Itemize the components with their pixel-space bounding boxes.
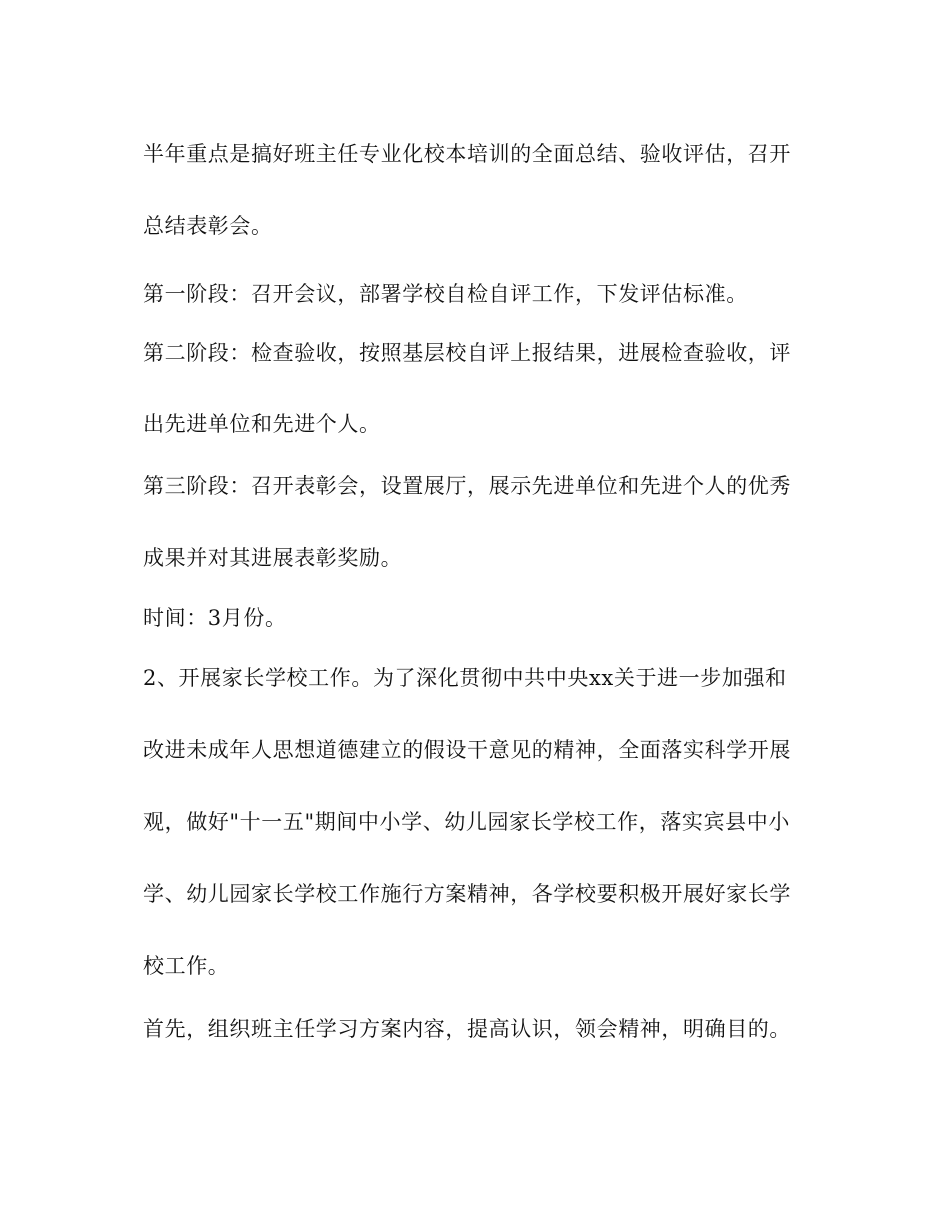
paragraph-line: 首先，组织班主任学习方案内容，提高认识，领会精神，明确目的。 bbox=[143, 1017, 791, 1041]
paragraph-line: 第二阶段：检查验收，按照基层校自评上报结果，进展检查验收，评 bbox=[143, 341, 791, 365]
paragraph-line: 改进未成年人思想道德建立的假设干意见的精神，全面落实科学开展 bbox=[143, 738, 791, 762]
paragraph-line: 2、开展家长学校工作。为了深化贯彻中共中央xx关于进一步加强和 bbox=[143, 666, 787, 690]
paragraph-line: 第三阶段：召开表彰会，设置展厅，展示先进单位和先进个人的优秀 bbox=[143, 474, 791, 498]
paragraph-line: 半年重点是搞好班主任专业化校本培训的全面总结、验收评估，召开 bbox=[143, 142, 791, 166]
paragraph-line: 第一阶段：召开会议，部署学校自检自评工作，下发评估标准。 bbox=[143, 282, 748, 306]
paragraph-line: 观，做好"十一五"期间中小学、幼儿园家长学校工作，落实宾县中小 bbox=[143, 810, 790, 834]
paragraph-line: 学、幼儿园家长学校工作施行方案精神，各学校要积极开展好家长学 bbox=[143, 882, 791, 906]
paragraph-line: 成果并对其进展表彰奖励。 bbox=[143, 546, 403, 570]
paragraph-line: 时间：3月份。 bbox=[143, 606, 287, 630]
paragraph-line: 总结表彰会。 bbox=[143, 214, 273, 238]
paragraph-line: 校工作。 bbox=[143, 954, 230, 978]
paragraph-line: 出先进单位和先进个人。 bbox=[143, 412, 381, 436]
